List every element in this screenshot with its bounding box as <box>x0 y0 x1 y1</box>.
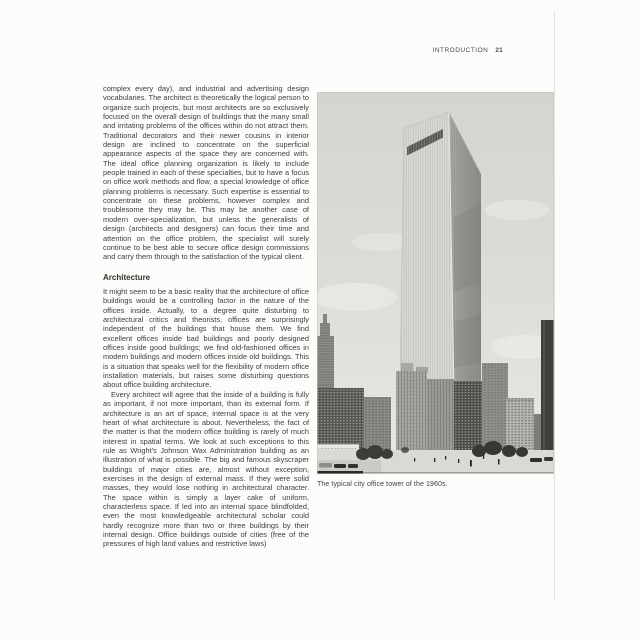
section-heading: Architecture <box>103 272 151 282</box>
paragraph-architecture-2: Every architect will agree that the inside of a building is fully as important, if not more important, than its external form. If architecture is an art of space, internal space is at the very heart of what architecture is about. Nevertheless, the fact of the matter is that the modern office building is rarely of much interest in spatial terms. We look at such exceptions to this rule as Wright's Johnson Wax Administration building as an illustration of what is possible. The big and famous skyscraper buildings of major cities are, almost without exception, exercises in the design of external mass. If they were solid masses, they would lose nothing in architectural character. The space within is simply a layer cake of uniform, characterless space. If led into an internal space blindfolded, even the most knowledgeable architectural scholar could hardly recognize more than two or three buildings by their internal design. Office buildings outside of cities (free of the pressures of high land values and restrictive laws) <box>103 389 309 549</box>
dark-edge-building <box>541 320 554 457</box>
paragraph-continued: complex every day), and industrial and advertising design vocabularies. The architect is theoretically the logical person to organize such projects, but most architects are so exclusively focused on the overall design of buildings that the many small and irritating problems of the offices within do not attract them. Traditional decorators and their newer cousins in interior design are inclined to concentrate on the superficial appearance aspects of the space they are concerned with. The ideal office planning organization is likely to include people trained in each of these specialties, but to have a focus on office work methods and flow, a special knowledge of office planning problems is necessary. Such expertise is essential to concentrate on these problems, however complex and troublesome they may be. This may be another case of modern over-specialization, but unless the generalists of design (architects and designers) can focus their time and attention on the office problem, the specialist will surely continue to be best able to secure office design commissions and carry them through to the satisfaction of the typical client. <box>103 84 309 262</box>
paragraph-architecture-1: It might seem to be a basic reality that the architecture of office buildings would be a controlling factor in the nature of the offices inside. Actually, to a degree quite disturbing to architectural critics and theorists, offices are surprisingly independent of the buildings that house them. We find excellent offices inside bad buildings and poorly designed offices inside good buildings; we find old-fashioned offices in modern buildings and modern offices inside old buildings. This is a situation that speaks well for the flexibility of modern office installation materials, but raises some disturbing questions about office building architecture. <box>103 287 309 390</box>
page-number: 21 <box>495 47 503 54</box>
text-column <box>103 84 309 549</box>
figure-office-tower <box>317 92 554 488</box>
section-title: INTRODUCTION <box>432 47 489 54</box>
office-tower-photo <box>317 92 554 474</box>
figure-caption: The typical city office tower of the 1960s. <box>317 481 448 488</box>
page-edge-line <box>554 12 555 600</box>
office-tower <box>400 112 481 387</box>
page-header <box>433 47 503 54</box>
